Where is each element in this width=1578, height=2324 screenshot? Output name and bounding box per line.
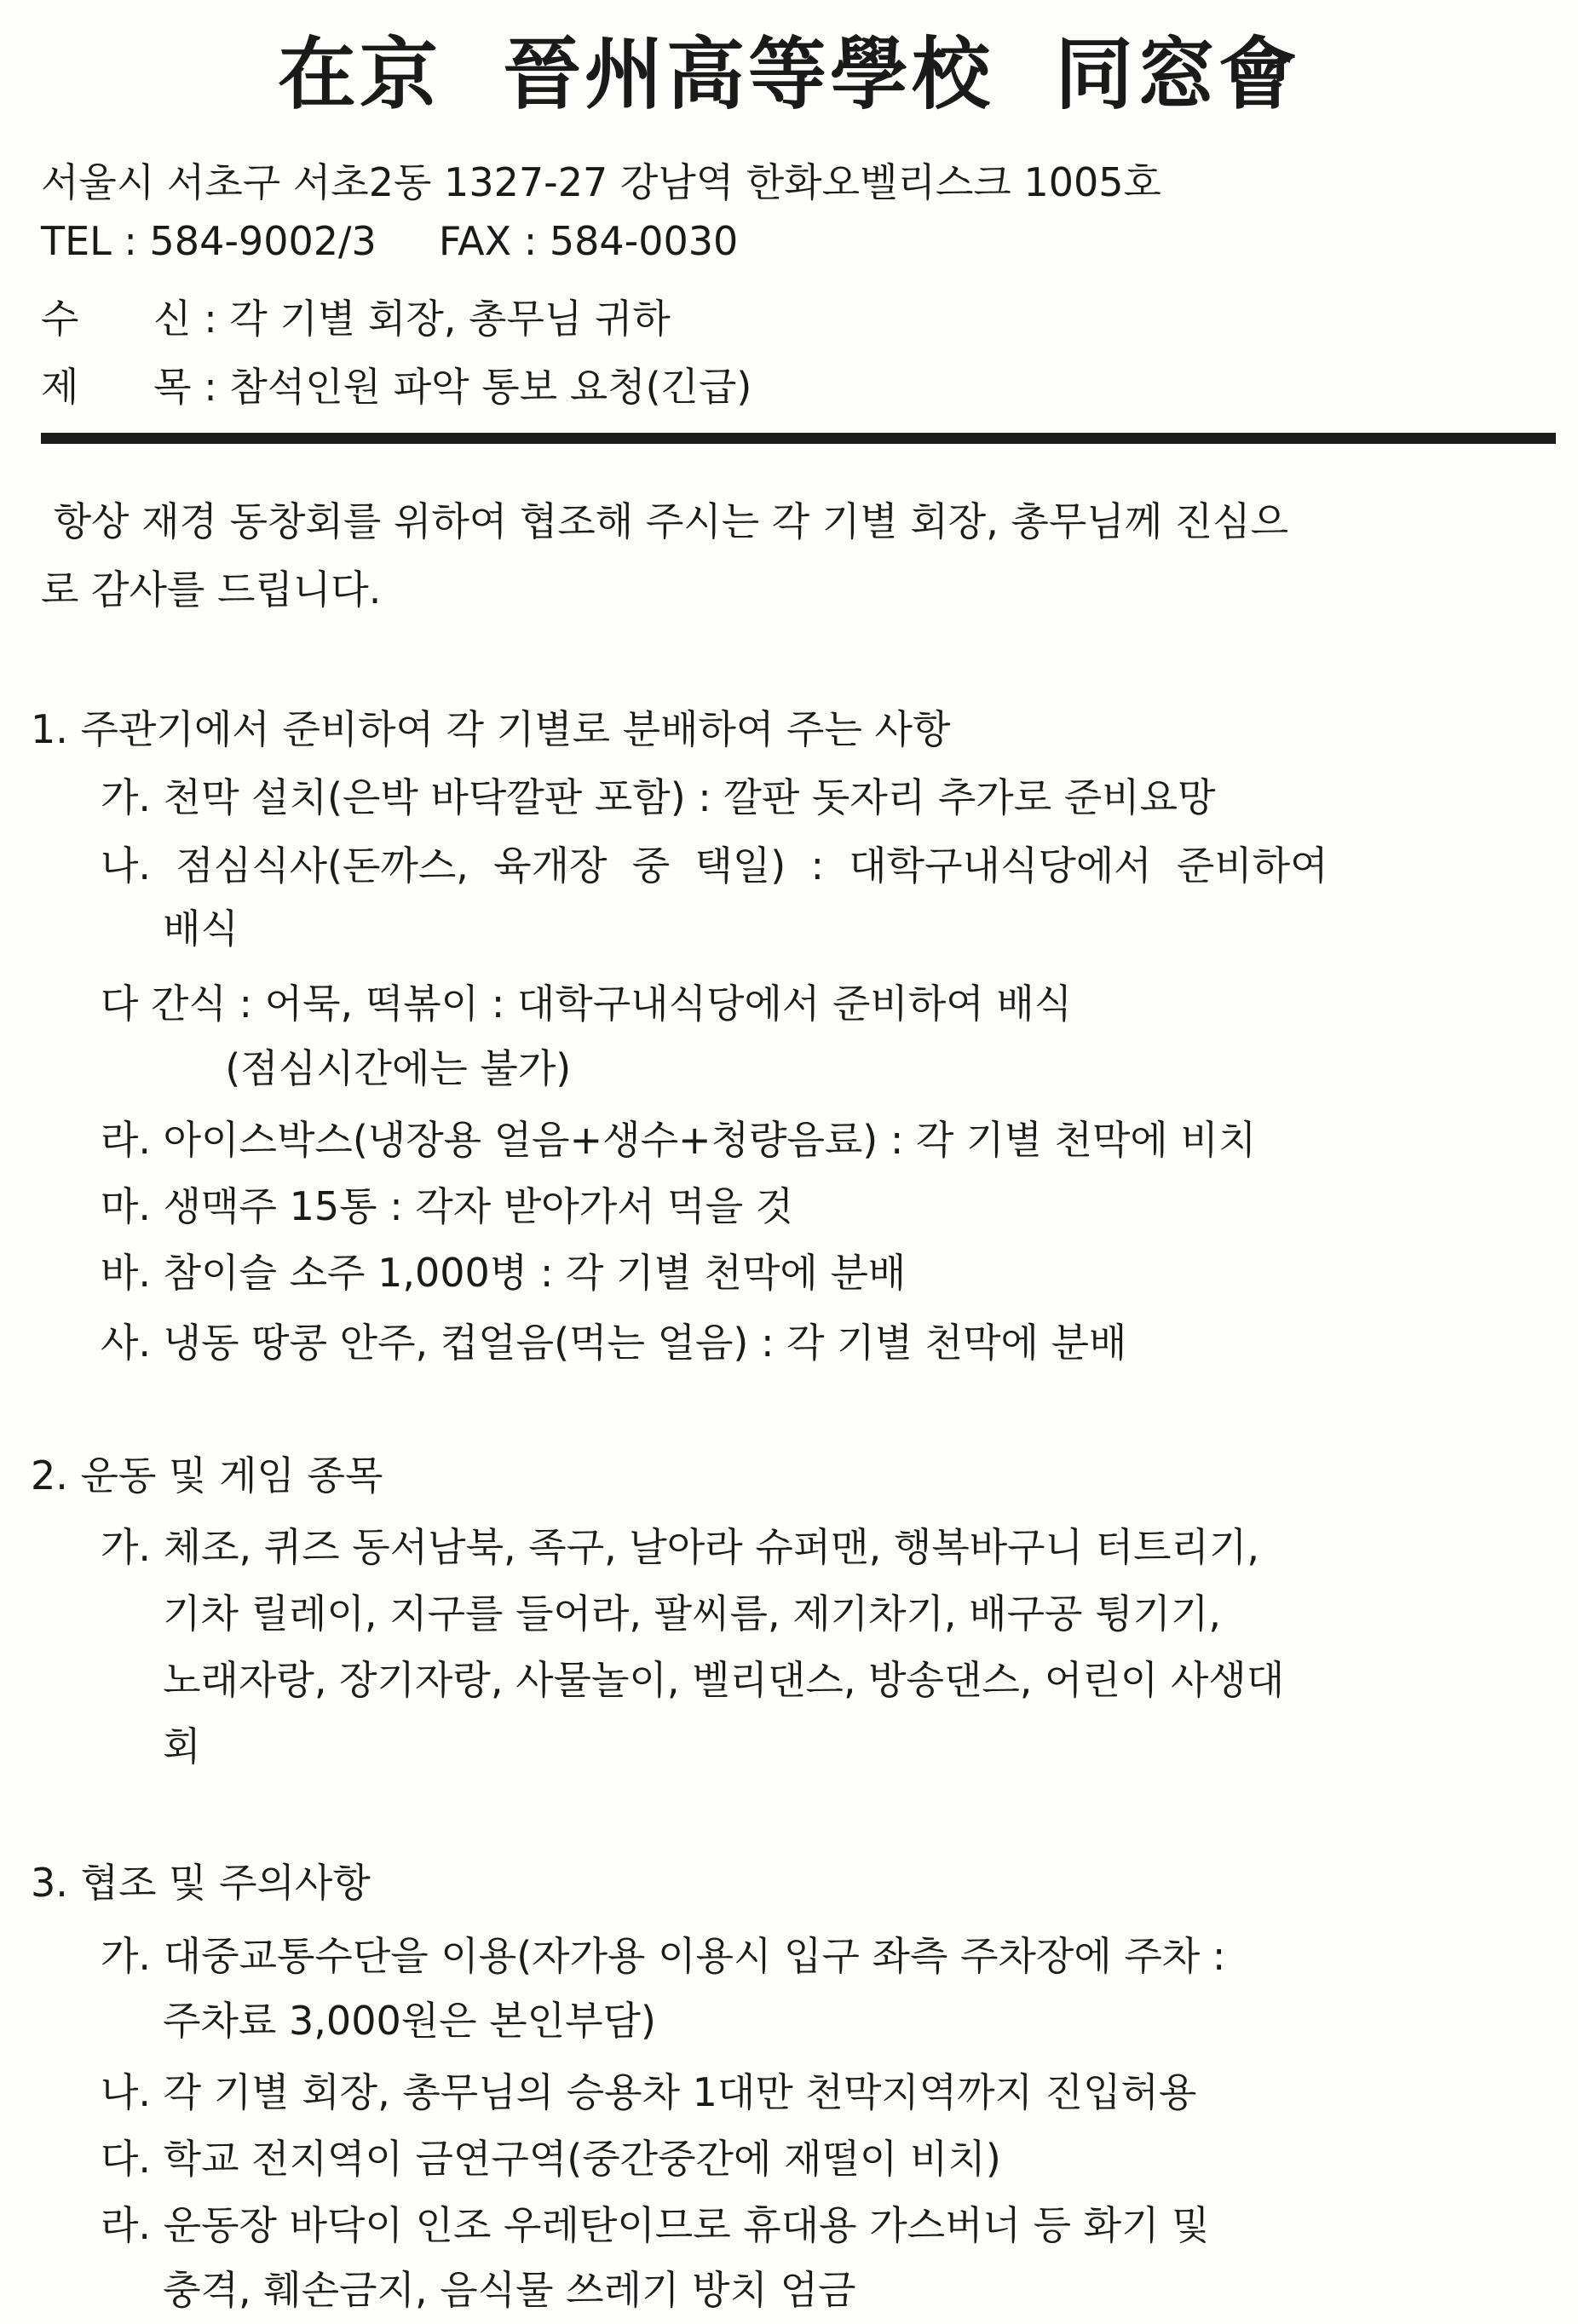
list-item: 나. 점심식사(돈까스, 육개장 중 택일) : 대학구내식당에서 준비하여: [101, 843, 1328, 889]
section-heading: 3. 협조 및 주의사항: [31, 1860, 371, 1906]
list-item: 바. 참이슬 소주 1,000병 : 각 기별 천막에 분배: [101, 1250, 907, 1296]
document-title: 在京 晉州高等學校 同窓會: [277, 28, 1301, 120]
list-item-continuation: 기차 릴레이, 지구를 들어라, 팔씨름, 제기차기, 배구공 튕기기,: [101, 1591, 1222, 1637]
list-item: 라. 아이스박스(냉장용 얼음+생수+청량음료) : 각 기별 천막에 비치: [101, 1117, 1257, 1163]
list-item-continuation: 배식: [101, 906, 239, 952]
section-heading: 2. 운동 및 게임 종목: [31, 1452, 383, 1499]
intro-line: 로 감사를 드립니다.: [41, 567, 382, 613]
list-item: 가. 천막 설치(은박 바닥깔판 포함) : 깔판 돗자리 추가로 준비요망: [101, 774, 1216, 820]
header-divider: [41, 433, 1556, 444]
list-item-continuation: 노래자랑, 장기자랑, 사물놀이, 벨리댄스, 방송댄스, 어린이 사생대: [101, 1657, 1285, 1703]
list-item: 다. 학교 전지역이 금연구역(중간중간에 재떨이 비치): [101, 2136, 1001, 2182]
list-item: 가. 체조, 퀴즈 동서남북, 족구, 날아라 슈퍼맨, 행복바구니 터트리기,: [101, 1524, 1260, 1570]
intro-paragraph: [41, 487, 1558, 624]
section-heading: 1. 주관기에서 준비하여 각 기별로 분배하여 주는 사항: [31, 706, 951, 752]
list-item-continuation: 충격, 훼손금지, 음식물 쓰레기 방치 엄금: [101, 2267, 856, 2313]
list-item-continuation: 주차료 3,000원은 본인부담): [101, 1998, 656, 2044]
intro-line: 항상 재경 동창회를 위하여 협조해 주시는 각 기별 회장, 총무님께 진심으: [41, 498, 1289, 544]
address-line: 서울시 서초구 서초2동 1327-27 강남역 한화오벨리스크 1005호: [41, 159, 1161, 205]
list-item: 마. 생맥주 15통 : 각자 받아가서 먹을 것: [101, 1183, 794, 1229]
subject-line: 제 목 : 참석인원 파악 통보 요청(긴급): [41, 364, 752, 410]
contact-line: TEL : 584-9002/3 FAX : 584-0030: [41, 218, 739, 264]
recipient-line: 수 신 : 각 기별 회장, 총무님 귀하: [41, 296, 671, 342]
list-item: 가. 대중교통수단을 이용(자가용 이용시 입구 좌측 주차장에 주차 :: [101, 1933, 1226, 1979]
list-item: 라. 운동장 바닥이 인조 우레탄이므로 휴대용 가스버너 등 화기 및: [101, 2202, 1210, 2248]
list-item-continuation: 회: [101, 1723, 201, 1769]
list-item: 나. 각 기별 회장, 총무님의 승용차 1대만 천막지역까지 진입허용: [101, 2069, 1197, 2115]
list-item-continuation: (점심시간에는 불가): [101, 1045, 572, 1091]
list-item: 다 간식 : 어묵, 떡볶이 : 대학구내식당에서 준비하여 배식: [101, 981, 1073, 1027]
list-item: 사. 냉동 땅콩 안주, 컵얼음(먹는 얼음) : 각 기별 천막에 분배: [101, 1320, 1127, 1366]
